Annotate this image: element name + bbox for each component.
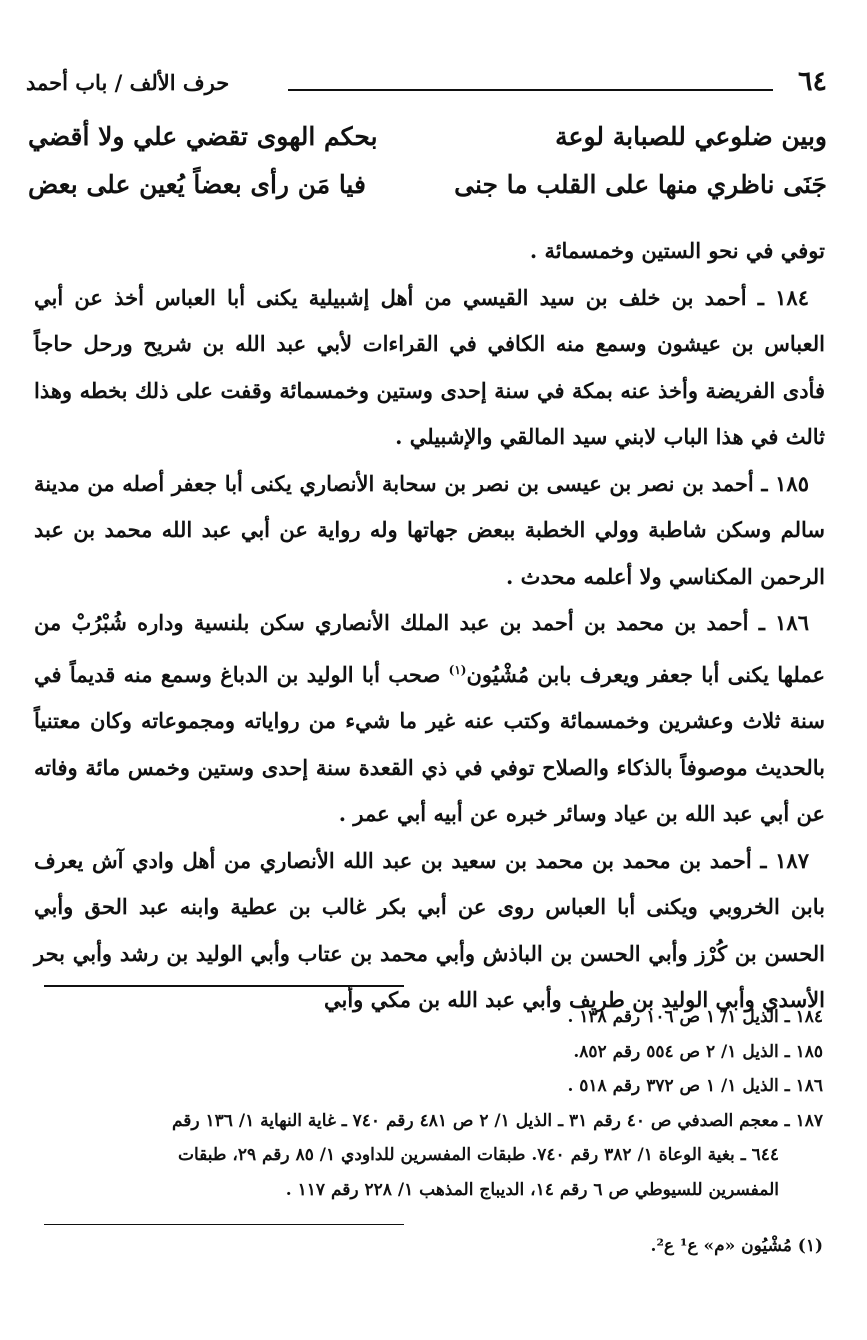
source-185: ١٨٥ ـ الذيل ١/ ٢ ص ٥٥٤ رقم ٨٥٢. [573, 1041, 823, 1062]
entry-186-text-end: صحب أبا الوليد بن الدباغ وسمع منه قديماً في سنة ثلاث وعشرين وخمسمائة وكتب عنه غير ما شيء من رواياته ومجموعاته وكان معتنياً بالحديث موصوفاً بالذكاء والصلاح توفي في ذي القعدة سنة إحدى وستين وخمس مائة وفاته عن أبي عبد الله بن عياد وسائر خبره عن أبيه أبي عمر . [34, 661, 825, 826]
entry-186-text-start: ١٨٦ ـ أحمد بن محمد بن أحمد بن عبد الملك الأنصاري سكن بلنسية وداره شُبْرُبْ من عملها يكنى أبا جعفر ويعرف بابن مُشْيُون [34, 610, 825, 687]
poem [28, 122, 827, 218]
entry-185: ١٨٥ ـ أحمد بن نصر بن عيسى بن نصر بن سحابة الأنصاري يكنى أبا جعفر أصله من مدينة سالم وسكن شاطبة وولي الخطبة ببعض جهاتها وله رواية عن أبي عبد الله محمد بن عبد الرحمن المكناسي ولا أعلمه محدث . [34, 470, 825, 589]
paragraph-continuation: توفي في نحو الستين وخمسمائة . [529, 238, 825, 263]
poem-verse [28, 170, 827, 218]
source-187-continued: ٦٤٤ ـ بغية الوعاة ١/ ٣٨٢ رقم ٧٤٠. طبقات المفسرين للداودي ١/ ٨٥ رقم ٢٩، طبقات [177, 1145, 779, 1165]
footnote-1: (١) مُشْيُون «م» ع¹ ع². [650, 1236, 823, 1256]
verse-first-hemistich: وبين ضلوعي للصبابة لوعة [555, 122, 827, 151]
verse-second-hemistich: بحكم الهوى تقضي علي ولا أقضي [28, 122, 378, 151]
page-number: ٦٤ [797, 66, 827, 97]
main-text [34, 228, 825, 1024]
source-187: ١٨٧ ـ معجم الصدفي ص ٤٠ رقم ٣١ ـ الذيل ١/ ٢ ص ٤٨١ رقم ٧٤٠ ـ غاية النهاية ١/ ١٣٦ رقم [171, 1110, 823, 1131]
footnote-rule [44, 1224, 404, 1225]
sources-notes [34, 1000, 823, 1207]
verse-second-hemistich: فيا مَن رأى بعضاً يُعين على بعض [28, 170, 366, 199]
footnote-reference: (١) [448, 662, 467, 677]
poem-verse [28, 122, 827, 170]
verse-first-hemistich: جَنَى ناظري منها على القلب ما جنى [454, 170, 827, 199]
running-title: حرف الألف / باب أحمد [26, 70, 230, 95]
entry-187: ١٨٧ ـ أحمد بن محمد بن محمد بن سعيد بن عبد الله الأنصاري من أهل وادي آش يعرف بابن الخروبي ويكنى أبا العباس روى عن أبي بكر غالب بن عطية وابنه عبد الحق وأبي الحسن بن كُرْز وأبي الحسن بن الباذش وأبي محمد بن عتاب وأبي الوليد بن رشد وأبي بحر الأسدي وأبي الوليد بن طريف وأبي عبد الله بن مكي وأبي [34, 847, 825, 1012]
source-184: ١٨٤ ـ الذيل ١/ ١ ص ١٠٦ رقم ١٣٨ . [567, 1007, 823, 1027]
header-rule [288, 89, 773, 91]
sources-rule [44, 985, 404, 987]
source-186: ١٨٦ ـ الذيل ١/ ١ ص ٣٧٢ رقم ٥١٨ . [567, 1076, 823, 1096]
running-header [26, 62, 827, 102]
entry-186 [34, 600, 825, 838]
entry-184: ١٨٤ ـ أحمد بن خلف بن سيد القيسي من أهل إشبيلية يكنى أبا العباس أخذ عن أبي العباس بن عيشون وسمع منه الكافي في القراءات لأبي عبد الله بن شريح ورحل حاجاً فأدى الفريضة وأخذ عنه بمكة في سنة إحدى وستين وخمسمائة وقفت على ذلك بخطه وهذا ثالث في هذا الباب لابني سيد المالقي والإشبيلي . [34, 284, 825, 449]
source-187-continued: المفسرين للسيوطي ص ٦ رقم ١٤، الديباج المذهب ١/ ٢٢٨ رقم ١١٧ . [285, 1179, 779, 1200]
